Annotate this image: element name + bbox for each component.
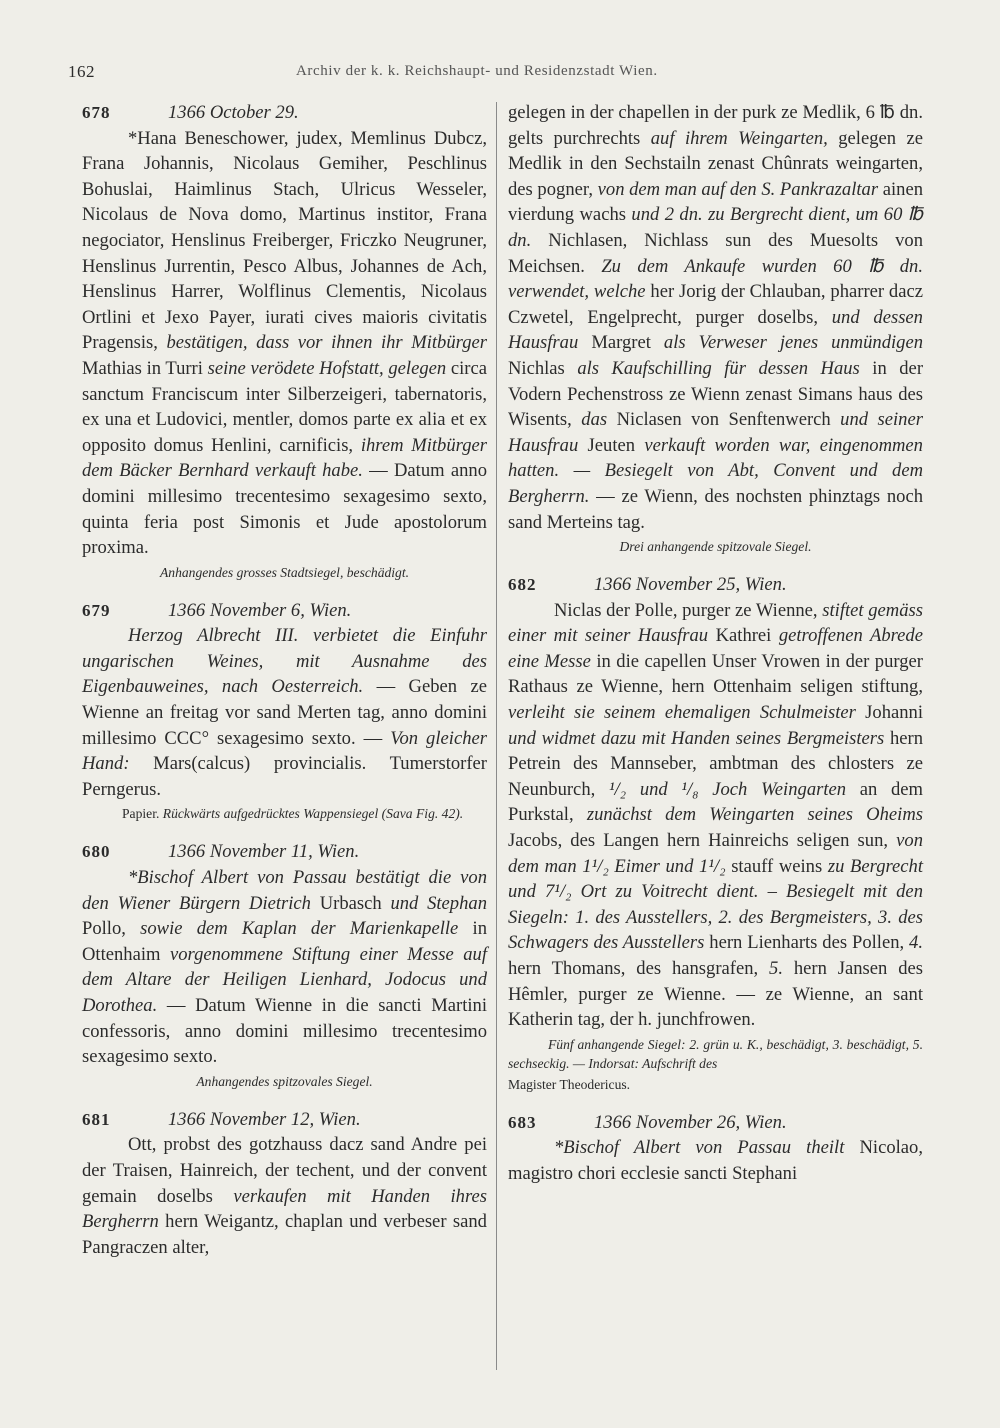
- seal-note: Fünf anhangende Siegel: 2. grün u. K., beschädigt, 3. beschädigt, 5. sechseckig. — Indorsat: Aufschrift des: [508, 1036, 923, 1071]
- entry-number: 682: [508, 575, 537, 595]
- column-divider: [496, 102, 497, 1370]
- entry-number: 683: [508, 1112, 537, 1132]
- spacer: [82, 582, 487, 598]
- spacer: [82, 1091, 487, 1107]
- entry-text: Herzog Albrecht III. verbietet die Einfuhr ungarischen Weines, mit Ausnahme des Eigenbauweines, nach Oesterreich. — Geben ze Wienne an freitag vor sand Merten tag, anno domini millesimo CCC° sexagesimo sexto. — Von gleicher Hand: Mars(calcus) provincialis. Tumerstorfer Perngerus.: [82, 625, 487, 800]
- running-head: Archiv der k. k. Reichshaupt- und Residenzstadt Wien.: [296, 63, 658, 79]
- entry-text: gelegen in der chapellen in der purk ze Medlik, 6 ℔ dn. gelts purchrechts auf ihrem Weingarten, gelegen ze Medlik in den Sechstailn zenast Chûnrats weingarten, des pogner, von dem man auf den S. Pankrazaltar ainen vierdung wachs und 2 dn. zu Bergrecht dient, um 60 ℔ dn. Nichlasen, Nichlass sun des Muesolts von Meichsen. Zu dem Ankaufe wurden 60 ℔ dn. verwendet, welche her Jorig der Chlauban, pharrer dacz Czwetel, Engelprecht, purger doselbs, und dessen Hausfrau Margret als Verweser jenes unmündigen Nichlas als Kaufschilling für dessen Haus in der Vodern Pechenstross ze Wienn zenast Simans haus des Wisents, das Niclasen von Senftenwerch und seiner Hausfrau Jeuten verkauft worden war, eingenommen hatten. — Besiegelt von Abt, Convent und dem Bergherrn. — ze Wienn, des nochsten phinztags noch sand Merteins tag.: [508, 102, 924, 533]
- entry-heading: [82, 598, 487, 624]
- entry-date: 1366 November 12, Wien.: [168, 1108, 361, 1130]
- entry-date: 1366 October 29.: [168, 102, 299, 123]
- entry-date: 1366 November 26, Wien.: [594, 1111, 787, 1133]
- entry-679: [82, 598, 487, 824]
- entry-683: [508, 1110, 923, 1187]
- seal-note: Anhangendes spitzovales Siegel.: [196, 1073, 373, 1089]
- entry-text: Ott, probst des gotzhauss dacz sand Andre pei der Traisen, Hainreich, der techent, und der convent gemain doselbs verkaufen mit Handen ihres Bergherrn hern Weigantz, chaplan und verbeser sand Pangraczen alter,: [82, 1134, 487, 1258]
- entry-heading: [82, 839, 487, 865]
- left-column: [82, 100, 487, 1260]
- right-column: [508, 100, 923, 1187]
- entry-date: 1366 November 6, Wien.: [168, 599, 352, 621]
- entry-date: 1366 November 25, Wien.: [594, 574, 787, 596]
- entry-678: [82, 100, 487, 582]
- entry-680: [82, 839, 487, 1090]
- entry-text: Niclas der Polle, purger ze Wienne, stiftet gemäss einer mit seiner Hausfrau Kathrei getroffenen Abrede eine Messe in die capellen Unser Vrowen in der purger Rathaus ze Wienne, hern Ottenhaim seligen stiftung, verleiht sie seinem ehemaligen Schulmeister Johanni und widmet dazu mit Handen seines Bergmeisters hern Petrein des Mannseber, ambtman des chlosters ze Neunburch, ¹/₂ und ¹/₈ Joch Weingarten an dem Purkstal, zunächst dem Weingarten seines Oheims Jacobs, des Langen hern Hainreichs seligen sun, von dem man 1¹/₂ Eimer und 1¹/₂ stauff weins zu Bergrecht und 7¹/₂ Ort zu Voitrecht dient. – Besiegelt mit den Siegeln: 1. des Ausstellers, 2. des Bergmeisters, 3. des Schwagers des Ausstellers hern Lienharts des Pollen, 4. hern Thomans, des hansgrafen, 5. hern Jansen des Hêmler, purger ze Wienne. — ze Wienne, an sant Katherin tag, der h. junchfrowen.: [508, 599, 924, 1031]
- page-header: [68, 62, 930, 86]
- entry-number: 681: [82, 1109, 111, 1129]
- seal-note: Papier. Rückwärts aufgedrücktes Wappensiegel (Sava Fig. 42).: [122, 806, 464, 822]
- entry-681-continued: [508, 100, 923, 556]
- entry-682: [508, 572, 923, 1094]
- entry-heading: [508, 1110, 923, 1136]
- entry-text: *Bischof Albert von Passau theilt Nicolao, magistro chori ecclesie sancti Stephani: [508, 1137, 923, 1184]
- entry-number: 678: [82, 103, 111, 122]
- seal-note-continued: Magister Theodericus.: [508, 1076, 631, 1092]
- spacer: [508, 1094, 923, 1110]
- entry-text: *Bischof Albert von Passau bestätigt die von den Wiener Bürgern Dietrich Urbasch und Stephan Pollo, sowie dem Kaplan der Marienkapelle in Ottenhaim vorgenommene Stiftung einer Messe auf dem Altare der Heiligen Lienhard, Jodocus und Dorothea. — Datum Wienne in die sancti Martini confessoris, anno domini millesimo trecentesimo sexagesimo sexto.: [82, 867, 487, 1068]
- entry-heading: [82, 1107, 487, 1133]
- spacer: [508, 556, 923, 572]
- entry-number: 679: [82, 600, 111, 620]
- page-number: 162: [68, 62, 95, 81]
- entry-heading: [82, 100, 487, 126]
- entry-681: [82, 1107, 487, 1261]
- spacer: [82, 823, 487, 839]
- entry-heading: [508, 572, 923, 598]
- entry-number: 680: [82, 842, 111, 862]
- seal-note: Drei anhangende spitzovale Siegel.: [619, 539, 812, 555]
- entry-text: *Hana Beneschower, judex, Memlinus Dubcz, Frana Johannis, Nicolaus Gemiher, Peschlinus Bohuslai, Haimlinus Stach, Ulricus Wesseler, Nicolaus de Nova domo, Martinus institor, Frana negociator, Henslinus Freiberger, Friczko Neugruner, Henslinus Jurrentin, Pesco Albus, Johannes de Ach, Henslinus Harrer, Wolflinus Clementis, Nicolaus Ortlini et Jexo Payer, iurati cives maioris civitatis Pragensis, bestätigen, dass vor ihnen ihr Mitbürger Mathias in Turri seine verödete Hofstatt, gelegen circa sanctum Franciscum inter Silberzeigeri, tabernatoris, ex una et Ludovici, mentler, domos parte ex alia et ex opposito domus Henlini, carnificis, ihrem Mitbürger dem Bäcker Bernhard verkauft habe. — Datum anno domini millesimo trecentesimo sexagesimo sexto, quinta feria post Simonis et Jude apostolorum proxima.: [82, 127, 487, 559]
- entry-date: 1366 November 11, Wien.: [168, 841, 360, 863]
- seal-note: Anhangendes grosses Stadtsiegel, beschädigt.: [159, 564, 410, 580]
